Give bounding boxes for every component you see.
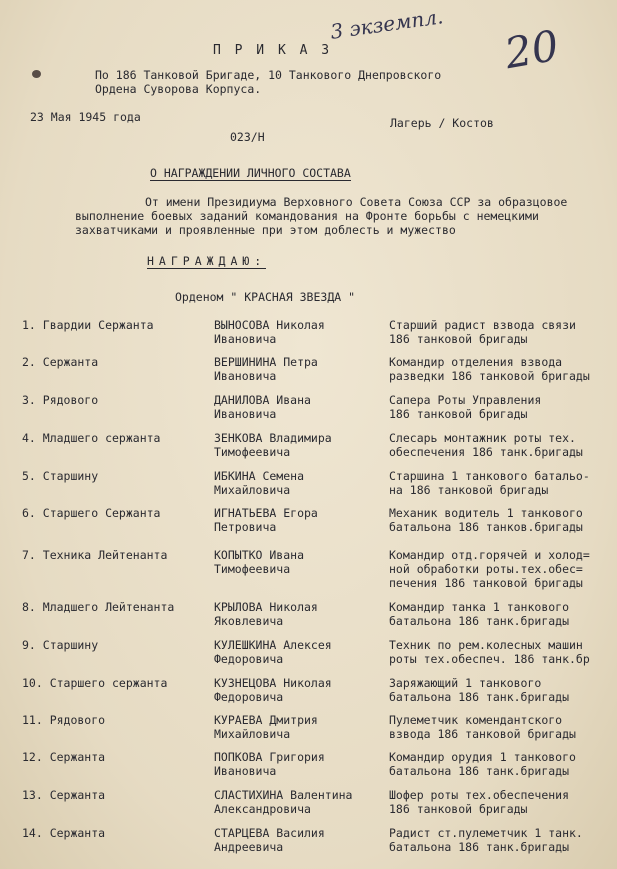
awardee-name: КУЗНЕЦОВА Николая	[214, 676, 332, 690]
order-name: Орденом " КРАСНАЯ ЗВЕЗДА "	[175, 290, 356, 304]
awardee-name: Ивановича	[214, 369, 277, 383]
awardee-name: Андреевича	[214, 840, 284, 854]
award-heading: НАГРАЖДАЮ:	[147, 254, 267, 268]
awardee-name: ВЕРШИНИНА Петра	[214, 355, 318, 369]
awardee-number-rank: 11. Рядового	[22, 713, 106, 727]
awardee-name: Петровича	[214, 520, 277, 534]
awardee-name: ВЫНОСОВА Николая	[214, 318, 325, 332]
awardee-position: батальона 186 танк.бригады	[389, 614, 570, 628]
awardee-position: Заряжающий 1 танкового	[389, 676, 542, 690]
awardee-name: ИБКИНА Семена	[214, 469, 305, 483]
awardee-name: ДАНИЛОВА Ивана	[214, 393, 311, 407]
awardee-position: Старший радист взвода связи	[389, 318, 576, 332]
awardee-number-rank: 12. Сержанта	[22, 750, 106, 764]
awardee-name: ПОПКОВА Григория	[214, 750, 325, 764]
awardee-position: Техник по рем.колесных машин	[389, 638, 583, 652]
awardee-position: Командир танка 1 танкового	[389, 600, 570, 614]
preamble-line: выполнение боевых заданий командования на Фронте борьбы с немецкими	[75, 209, 539, 223]
awardee-number-rank: 9. Старшину	[22, 638, 99, 652]
awardee-position: на 186 танковой бригады	[389, 483, 549, 497]
order-date: 23 Мая 1945 года	[30, 110, 141, 124]
awardee-name: ЗЕНКОВА Владимира	[214, 431, 332, 445]
awardee-name: Михайловича	[214, 727, 291, 741]
awardee-name: Федоровича	[214, 652, 284, 666]
awardee-number-rank: 2. Сержанта	[22, 355, 99, 369]
awardee-number-rank: 7. Техника Лейтенанта	[22, 548, 168, 562]
awardee-name: Федоровича	[214, 690, 284, 704]
awardee-position: Радист ст.пулеметчик 1 танк.	[389, 826, 583, 840]
awardee-position: печения 186 танковой бригады	[389, 576, 583, 590]
preamble-line: захватчиками и проявленные при этом доблесть и мужество	[75, 223, 456, 237]
awardee-position: Слесарь монтажник роты тех.	[389, 431, 576, 445]
awardee-number-rank: 13. Сержанта	[22, 788, 106, 802]
awardee-number-rank: 10. Старшего сержанта	[22, 676, 168, 690]
awardee-name: СТАРЦЕВА Василия	[214, 826, 325, 840]
ink-blot	[32, 70, 41, 78]
order-subject: О НАГРАЖДЕНИИ ЛИЧНОГО СОСТАВА	[150, 166, 351, 180]
awardee-name: КУЛЕШКИНА Алексея	[214, 638, 332, 652]
awardee-position: батальона 186 танк.бригады	[389, 690, 570, 704]
awardee-name: КОПЫТКО Ивана	[214, 548, 305, 562]
awardee-name: Яковлевича	[214, 614, 284, 628]
preamble-line: От имени Президиума Верховного Совета Союза ССР за образцовое	[145, 195, 568, 209]
awardee-name: КРЫЛОВА Николая	[214, 600, 318, 614]
awardee-position: батальона 186 танк.бригады	[389, 764, 570, 778]
awardee-position: Командир отд.горячей и холод=	[389, 548, 590, 562]
awardee-number-rank: 6. Старшего Сержанта	[22, 506, 161, 520]
awardee-position: разведки 186 танковой бригады	[389, 369, 590, 383]
awardee-name: Александровича	[214, 802, 311, 816]
awardee-name: СЛАСТИХИНА Валентина	[214, 788, 353, 802]
awardee-position: Старшина 1 танкового батальо-	[389, 469, 590, 483]
awardee-position: батальона 186 танк.бригады	[389, 840, 570, 854]
awardee-position: батальона 186 танков.бригады	[389, 520, 583, 534]
awardee-name: КУРАЕВА Дмитрия	[214, 713, 318, 727]
awardee-name: Михайловича	[214, 483, 291, 497]
awardee-number-rank: 4. Младшего сержанта	[22, 431, 161, 445]
awardee-position: Командир орудия 1 танкового	[389, 750, 576, 764]
awardee-position: 186 танковой бригады	[389, 407, 528, 421]
awardee-name: Ивановича	[214, 407, 277, 421]
order-number: 023/Н	[230, 130, 265, 144]
awardee-position: Пулеметчик комендантского	[389, 713, 563, 727]
awardee-number-rank: 1. Гвардии Сержанта	[22, 318, 154, 332]
document-title: П Р И К А З	[213, 43, 333, 58]
awardee-name: Ивановича	[214, 332, 277, 346]
awardee-position: 186 танковой бригады	[389, 332, 528, 346]
awardee-number-rank: 8. Младшего Лейтенанта	[22, 600, 175, 614]
awardee-number-rank: 3. Рядового	[22, 393, 99, 407]
awardee-position: ной обработки роты.тех.обес=	[389, 562, 583, 576]
awardee-name: Тимофеевича	[214, 445, 291, 459]
awardee-position: Сапера Роты Управления	[389, 393, 542, 407]
awardee-position: обеспечения 186 танк.бригады	[389, 445, 583, 459]
unit-line-1: По 186 Танковой Бригаде, 10 Танкового Днепровского	[95, 68, 442, 82]
awardee-number-rank: 14. Сержанта	[22, 826, 106, 840]
handwritten-page-number: 20	[501, 20, 563, 79]
unit-line-2: Ордена Суворова Корпуса.	[95, 82, 262, 96]
awardee-position: Командир отделения взвода	[389, 355, 563, 369]
awardee-name: Ивановича	[214, 764, 277, 778]
awardee-number-rank: 5. Старшину	[22, 469, 99, 483]
awardee-position: 186 танковой бригады	[389, 802, 528, 816]
awardee-position: роты тех.обеспеч. 186 танк.бр	[389, 652, 590, 666]
awardee-name: Тимофеевича	[214, 562, 291, 576]
order-place: Лагерь / Костов	[390, 116, 494, 130]
handwritten-copies-note: 3 экземпл.	[328, 4, 445, 44]
awardee-position: взвода 186 танковой бригады	[389, 727, 576, 741]
awardee-position: Механик водитель 1 танкового	[389, 506, 583, 520]
awardee-position: Шофер роты тех.обеспечения	[389, 788, 570, 802]
awardee-name: ИГНАТЬЕВА Егора	[214, 506, 318, 520]
